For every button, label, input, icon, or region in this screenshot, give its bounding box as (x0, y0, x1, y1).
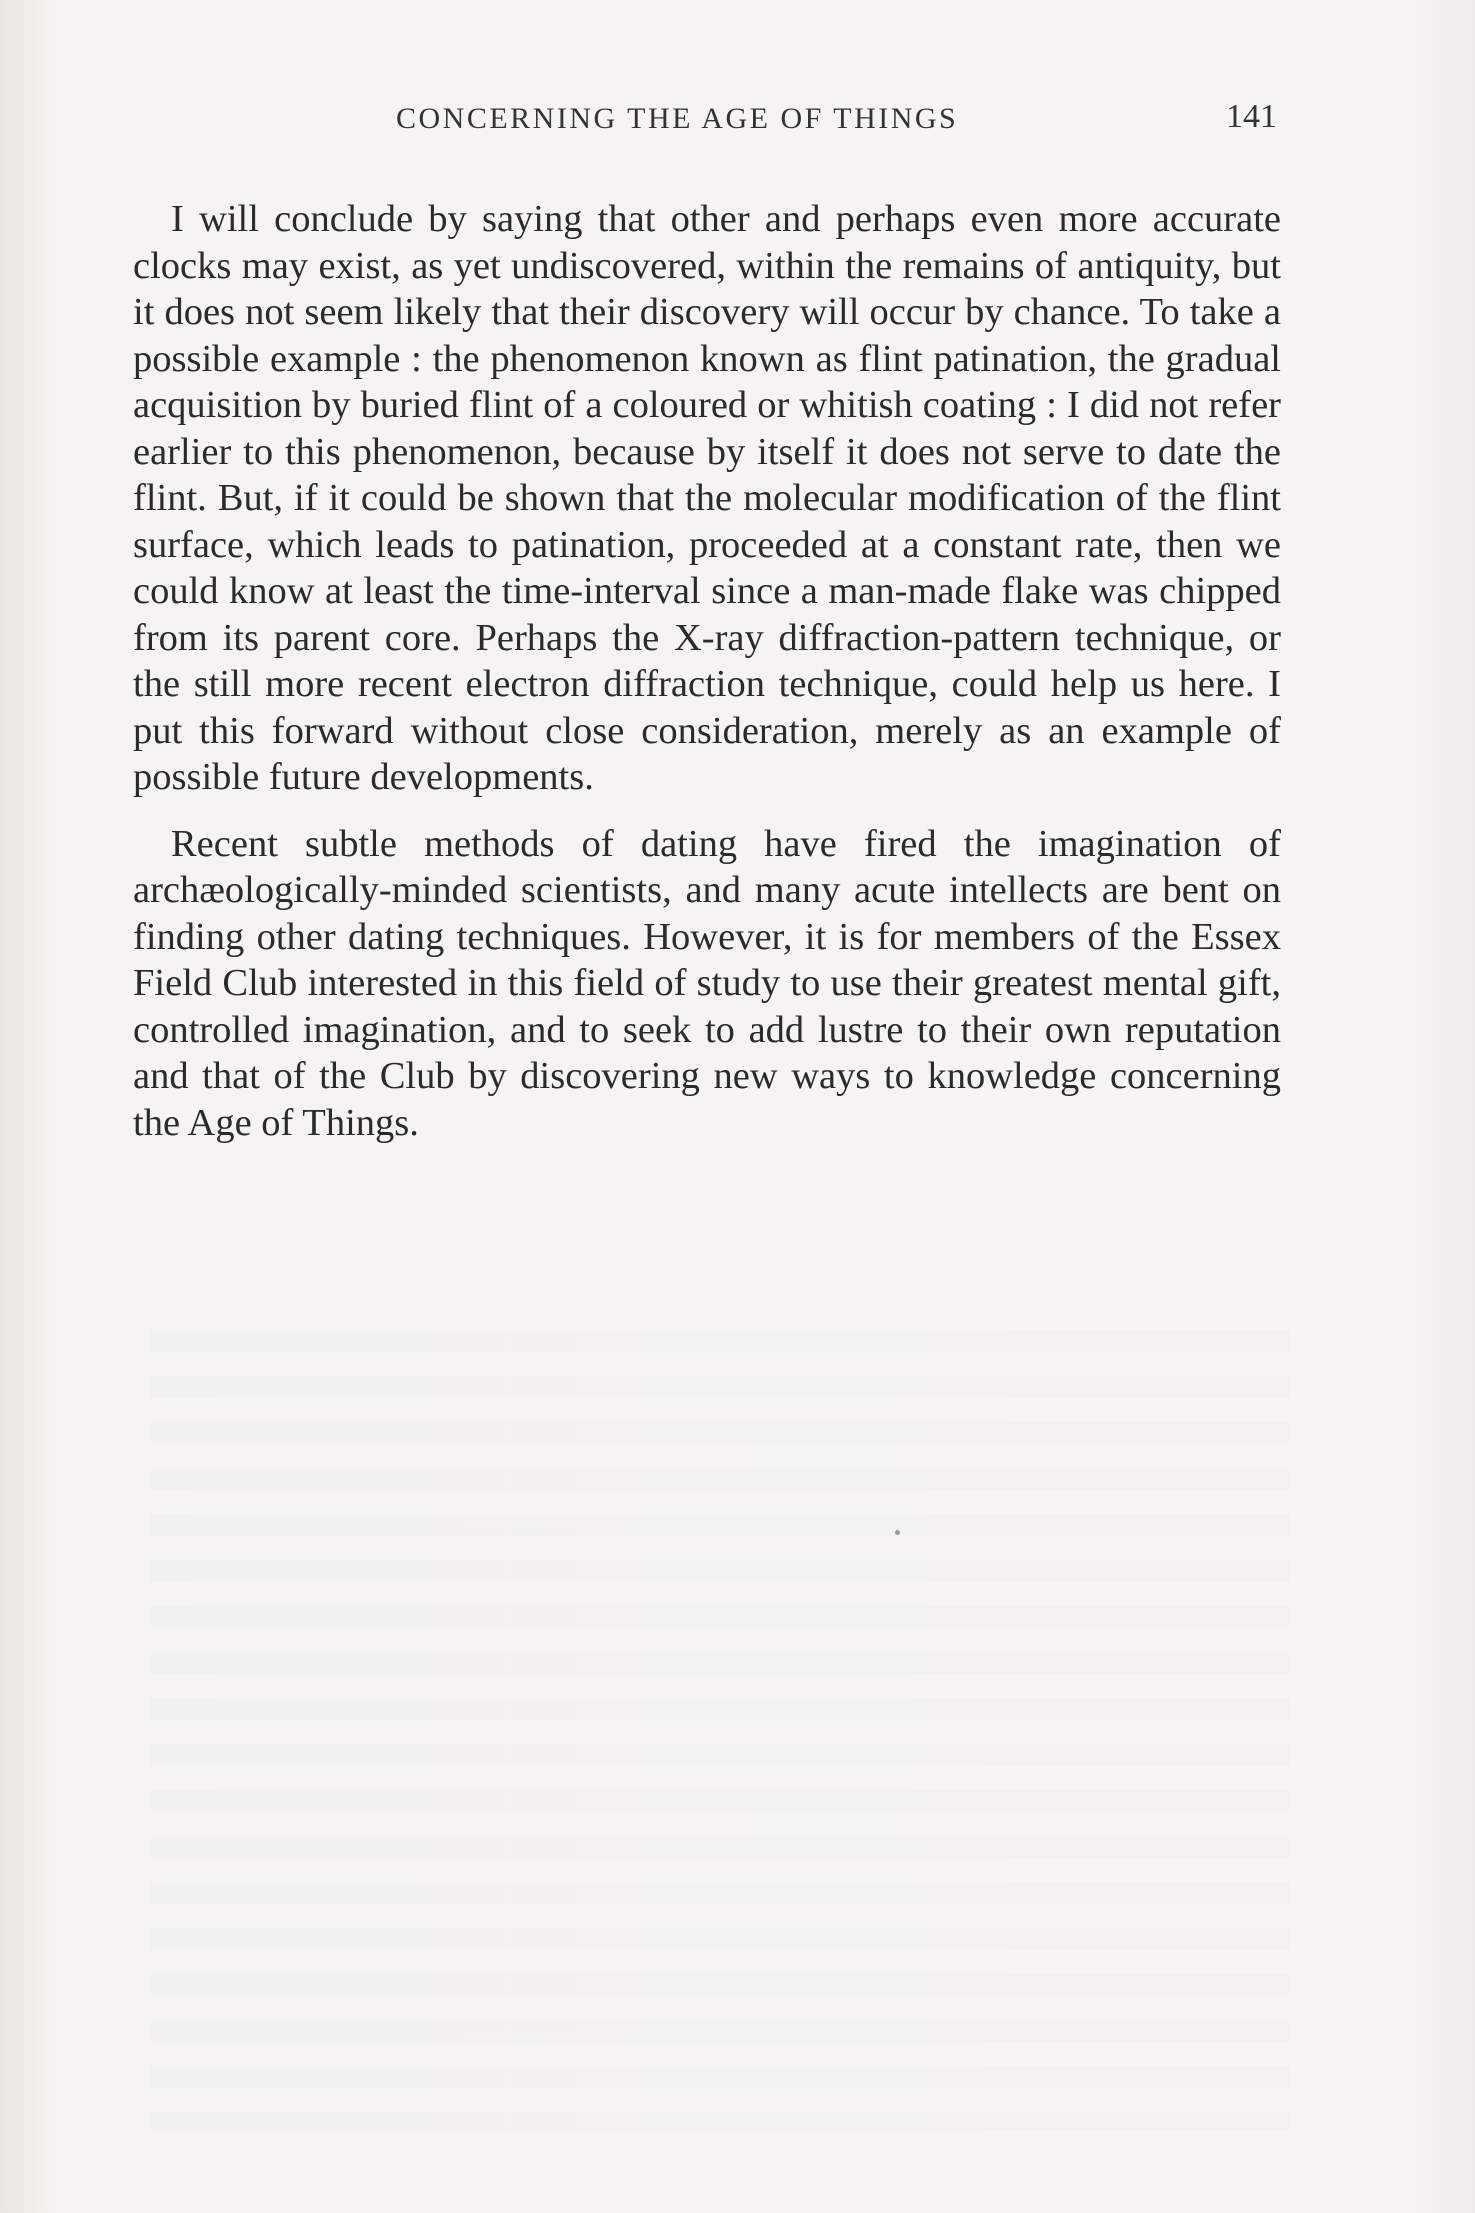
show-through-text (150, 1330, 1290, 2130)
page-number: 141 (1226, 98, 1277, 135)
ink-speck (895, 1530, 900, 1535)
running-title: CONCERNING THE AGE OF THINGS (396, 102, 959, 135)
body-text (133, 196, 1281, 1146)
paragraph-2: Recent subtle methods of dating have fired the imagination of archæologically-minded scientists, and many acute intellects are bent on finding other dating techniques. However, it is for members of the Essex Field Club interested in this field of study to use their greatest mental gift, controlled imagination, and to seek to add lustre to their own reputation and that of the Club by discovering new ways to knowledge concerning the Age of Things. (133, 822, 1281, 1144)
paragraph-1: I will conclude by saying that other and perhaps even more accurate clocks may exist, as yet undiscovered, within the remains of antiquity, but it does not seem likely that their discovery will occur by chance. To take a possible example : the phenomenon known as flint patination, the gradual acquisition by buried flint of a coloured or whitish coating : I did not refer earlier to this phenomenon, because by itself it does not serve to date the flint. But, if it could be shown that the molecular modification of the flint surface, which leads to patination, proceeded at a constant rate, then we could know at least the time-interval since a man-made flake was chipped from its parent core. Perhaps the X-ray diffraction-pattern technique, or the still more recent electron diffraction technique, could help us here. I put this forward without close consideration, merely as an example of possible future developments. (133, 198, 1281, 798)
